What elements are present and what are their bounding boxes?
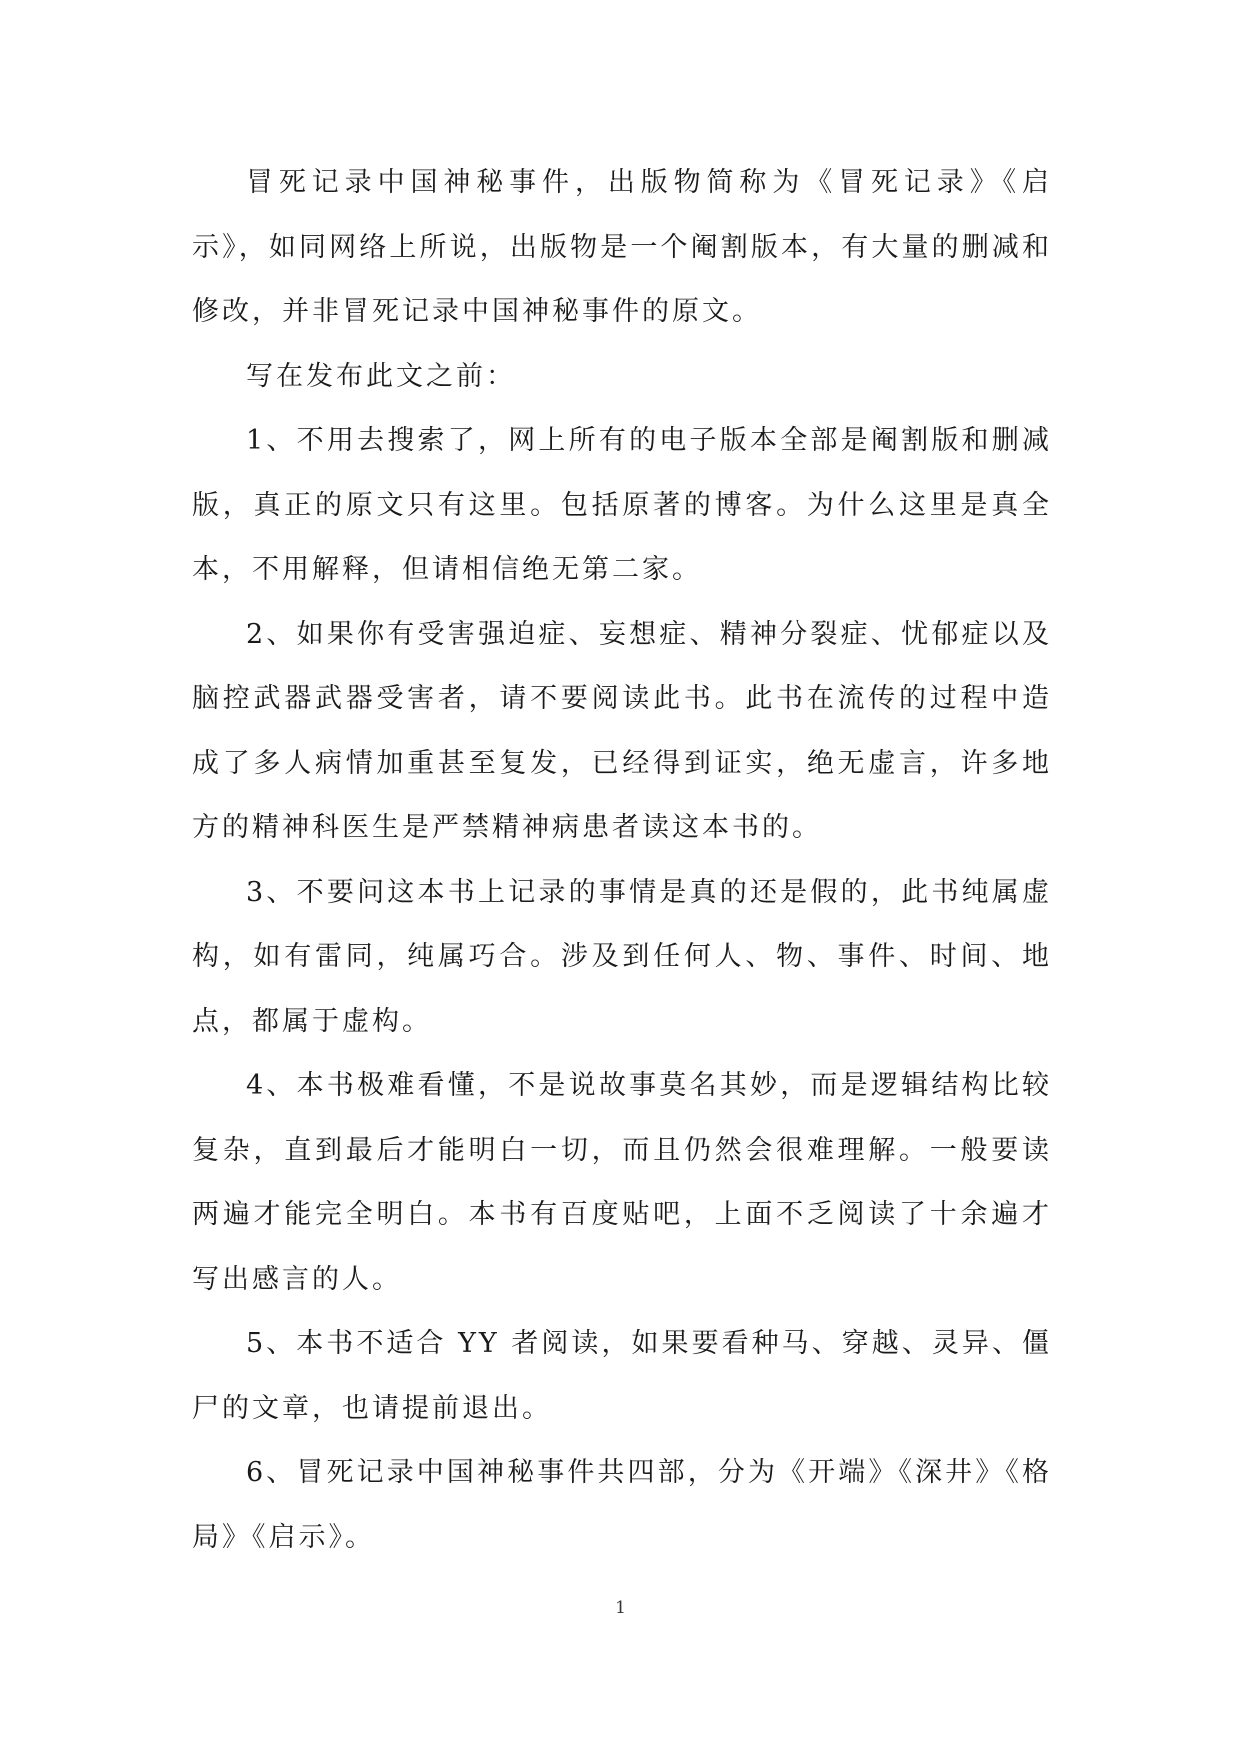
paragraph-preface-heading: 写在发布此文之前：: [246, 360, 516, 392]
paragraph-note-6: 6、冒死记录中国神秘事件共四部，分为《开端》《深井》《格局》《启示》。: [192, 1457, 1052, 1553]
paragraph-note-2: 2、如果你有受害强迫症、妄想症、精神分裂症、忧郁症以及脑控武器武器受害者，请不要阅读此书。此书在流传的过程中造成了多人病情加重甚至复发，已经得到证实，绝无虚言，许多地方的精神科医生是严禁精神病患者读这本书的。: [192, 618, 1052, 843]
paragraph-note-3: 3、不要问这本书上记录的事情是真的还是假的，此书纯属虚构，如有雷同，纯属巧合。涉及到任何人、物、事件、时间、地点，都属于虚构。: [192, 876, 1052, 1037]
paragraph-intro: 冒死记录中国神秘事件，出版物简称为《冒死记录》《启示》，如同网络上所说，出版物是一个阉割版本，有大量的删减和修改，并非冒死记录中国神秘事件的原文。: [192, 167, 1052, 327]
paragraph-note-5: 5、本书不适合 YY 者阅读，如果要看种马、穿越、灵异、僵尸的文章，也请提前退出。: [192, 1328, 1052, 1424]
paragraph-note-1: 1、不用去搜索了，网上所有的电子版本全部是阉割版和删减版，真正的原文只有这里。包括原著的博客。为什么这里是真全本，不用解释，但请相信绝无第二家。: [192, 425, 1052, 585]
page-number: 1: [615, 1598, 626, 1618]
document-body: [192, 151, 1052, 1570]
paragraph-note-4: 4、本书极难看懂，不是说故事莫名其妙，而是逻辑结构比较复杂，直到最后才能明白一切，而且仍然会很难理解。一般要读两遍才能完全明白。本书有百度贴吧，上面不乏阅读了十余遍才写出感言的人。: [192, 1070, 1052, 1295]
